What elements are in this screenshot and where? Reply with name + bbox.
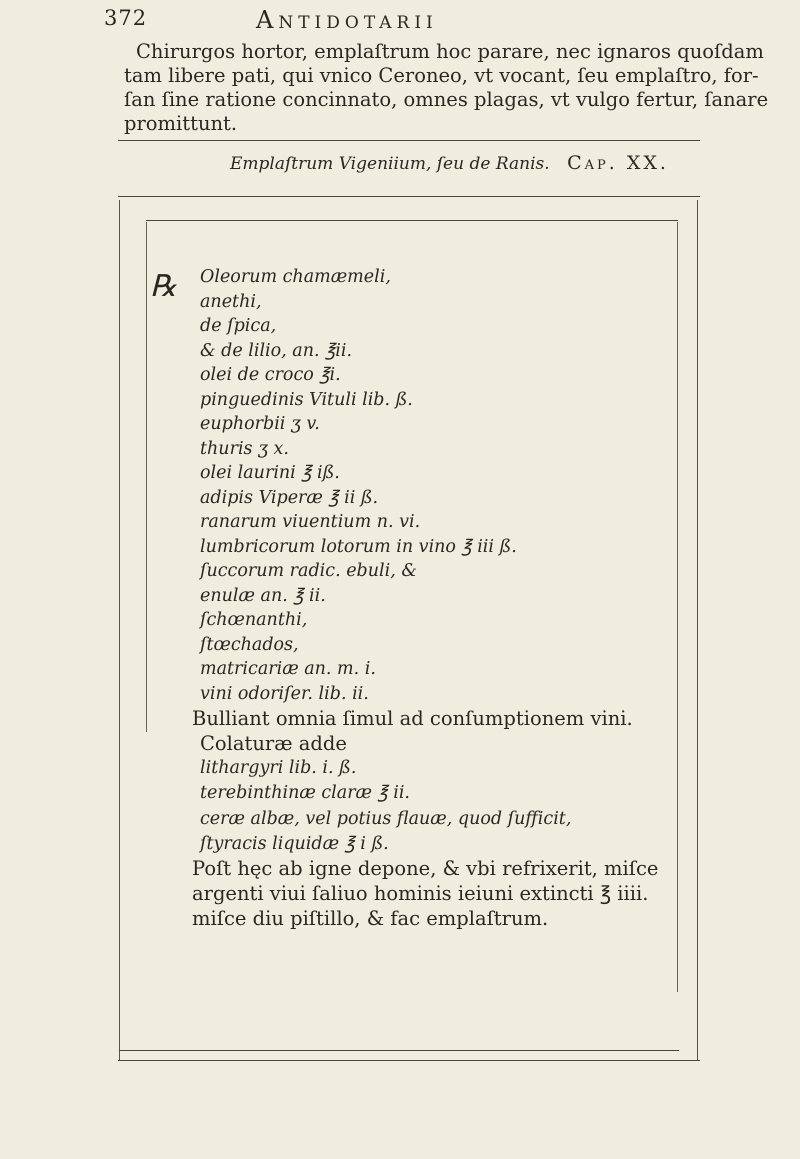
recipe-line: vini odoriſer. lib. ii.: [200, 683, 369, 704]
caption-title: Emplaſtrum Vigeniium, ſeu de Ranis.: [230, 154, 550, 174]
recipe-symbol: ℞: [150, 269, 177, 304]
recipe-instruction: Colaturæ adde: [200, 732, 347, 755]
chapter-label: Cap. XX.: [567, 152, 669, 174]
recipe-line: Oleorum chamæmeli,: [200, 267, 391, 287]
recipe-line: adipis Viperæ ℥ ii ß.: [200, 487, 379, 508]
page-number: 372: [104, 6, 148, 30]
top-divider: [118, 140, 700, 141]
intro-line: tam libere pati, qui vnico Ceroneo, vt vocant, ſeu emplaſtro, for-: [124, 64, 759, 87]
recipe-line: ſchœnanthi,: [200, 610, 308, 630]
recipe-instruction: Bulliant omnia ſimul ad conſumptionem vini.: [192, 707, 633, 730]
recipe-line: & de lilio, an. ℥ii.: [200, 340, 353, 361]
running-head: Antidotarii: [256, 6, 438, 34]
recipe-instruction: argenti viui ſaliuo hominis ieiuni extincti ℥ iiii.: [192, 882, 649, 905]
recipe-line: ranarum viuentium n. vi.: [200, 512, 421, 532]
recipe-line: ceræ albæ, vel potius flauæ, quod ſufficit,: [200, 809, 572, 829]
recipe-line: ſuccorum radic. ebuli, &: [200, 561, 417, 581]
section-caption: [230, 152, 690, 178]
inner-bottom-rule: [119, 1050, 679, 1051]
frame-bottom-rule: [118, 1060, 700, 1061]
recipe-line: ſtyracis liquidæ ℥ i ß.: [200, 833, 389, 854]
recipe-block: [192, 265, 670, 931]
recipe-line: euphorbii ʒ v.: [200, 414, 320, 434]
intro-line: promittunt.: [124, 112, 238, 135]
page-header: [104, 6, 704, 40]
recipe-line: lithargyri lib. i. ß.: [200, 758, 357, 778]
recipe-line: anethi,: [200, 291, 262, 312]
recipe-line: ſtœchados,: [200, 634, 299, 655]
recipe-line: pinguedinis Vituli lib. ß.: [200, 389, 413, 410]
recipe-line: enulæ an. ℥ ii.: [200, 585, 326, 606]
recipe-line: terebinthinæ claræ ℥ ii.: [200, 782, 410, 803]
recipe-instruction: miſce diu piſtillo, & fac emplaſtrum.: [192, 907, 549, 930]
intro-line: ſan ſine ratione concinnato, omnes plagas, vt vulgo fertur, ſanare: [124, 88, 769, 111]
recipe-line: thuris ʒ x.: [200, 438, 289, 459]
recipe-line: olei de croco ℥i.: [200, 365, 341, 385]
recipe-line: lumbricorum lotorum in vino ℥ iii ß.: [200, 536, 517, 557]
frame-top-rule: [118, 196, 700, 197]
intro-paragraph: [124, 40, 769, 136]
recipe-instruction: Poſt hęc ab igne depone, & vbi refrixerit, miſce: [192, 857, 659, 880]
frame-inner-right-rule: [677, 222, 678, 992]
intro-line: Chirurgos hortor, emplaſtrum hoc parare, nec ignaros quoſdam: [136, 40, 764, 63]
recipe-line: olei laurini ℥ iß.: [200, 463, 340, 483]
frame-inner-left-rule: [146, 222, 147, 732]
recipe-line: matricariæ an. m. i.: [200, 659, 376, 679]
recipe-line: de ſpica,: [200, 316, 277, 336]
